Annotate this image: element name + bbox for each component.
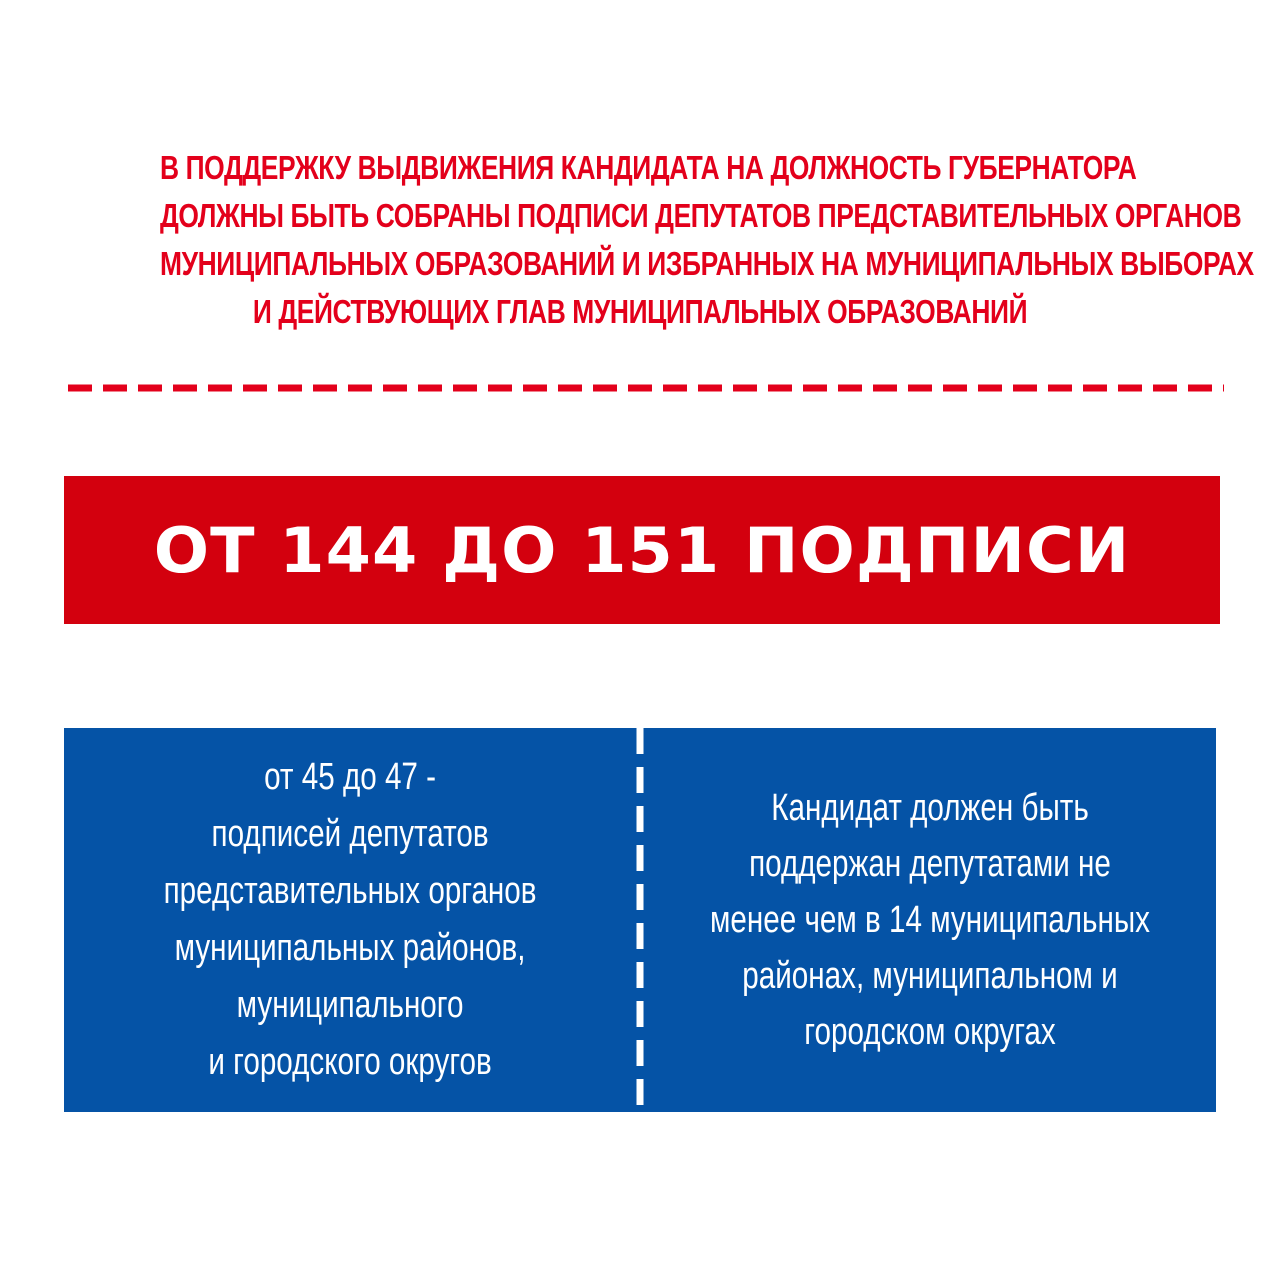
right-line-5: городском округах [804, 1011, 1056, 1053]
banner-text: ОТ 144 ДО 151 ПОДПИСИ [153, 513, 1131, 587]
headline [40, 144, 1254, 336]
right-line-4: районах, муниципальном и [742, 955, 1118, 997]
signatures-banner [64, 476, 1220, 624]
left-column [64, 728, 636, 1112]
right-line-2: поддержан депутатами не [749, 843, 1111, 885]
left-line-6: и городского округов [208, 1041, 492, 1083]
headline-line-3: МУНИЦИПАЛЬНЫХ ОБРАЗОВАНИЙ И ИЗБРАННЫХ НА МУНИЦИПАЛЬНЫХ ВЫБОРАХ [160, 245, 1254, 282]
dashed-divider [68, 383, 1224, 393]
headline-line-2: ДОЛЖНЫ БЫТЬ СОБРАНЫ ПОДПИСИ ДЕПУТАТОВ ПРЕДСТАВИТЕЛЬНЫХ ОРГАНОВ [160, 197, 1242, 234]
right-line-1: Кандидат должен быть [771, 787, 1089, 829]
details-panel [64, 728, 1216, 1112]
right-column-text [710, 780, 1150, 1060]
left-line-4: муниципальных районов, [174, 927, 526, 969]
headline-line-4: И ДЕЙСТВУЮЩИХ ГЛАВ МУНИЦИПАЛЬНЫХ ОБРАЗОВАНИЙ [252, 293, 1028, 330]
left-line-3: представительных органов [163, 870, 537, 912]
left-line-5: муниципального [236, 984, 464, 1026]
headline-line-1: В ПОДДЕРЖКУ ВЫДВИЖЕНИЯ КАНДИДАТА НА ДОЛЖНОСТЬ ГУБЕРНАТОРА [160, 149, 1137, 186]
right-column [644, 728, 1216, 1112]
left-line-2: подписей депутатов [211, 813, 489, 855]
right-line-3: менее чем в 14 муниципальных [710, 899, 1150, 941]
left-column-text [164, 749, 537, 1091]
left-line-1: от 45 до 47 - [264, 756, 436, 798]
column-separator [636, 728, 644, 1112]
